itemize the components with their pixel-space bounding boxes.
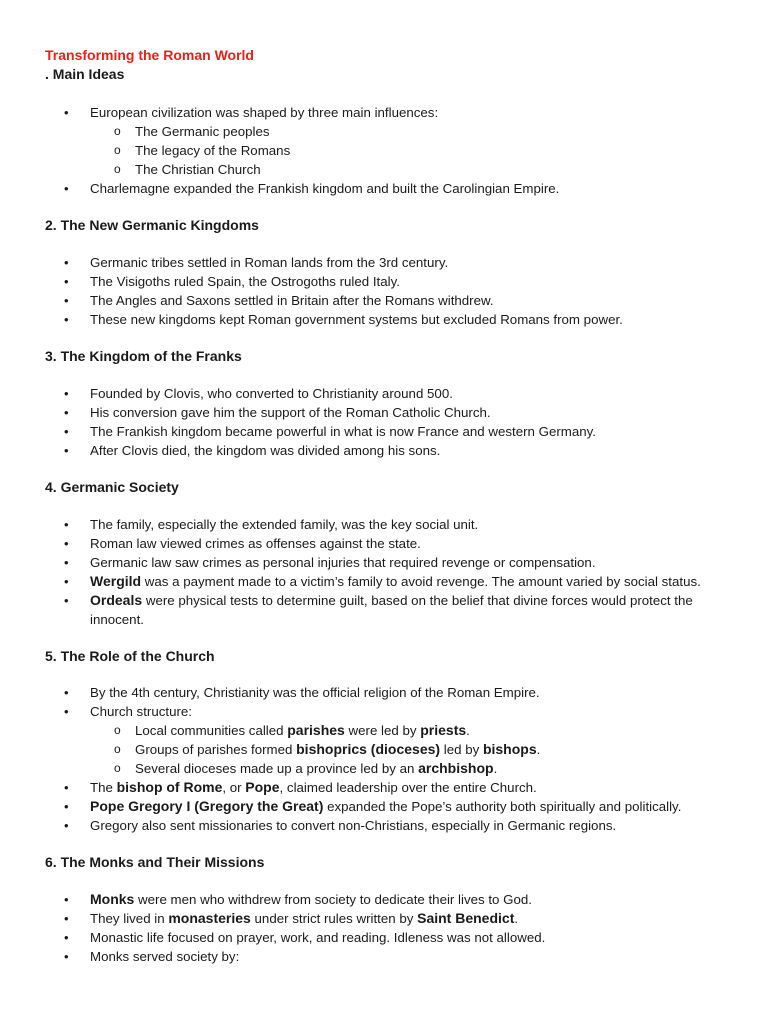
bullet-icon: • (64, 685, 69, 700)
bullet-icon: • (64, 818, 69, 833)
list-item: • The family, especially the extended family, was the key social unit. (64, 517, 479, 532)
list-item: • Charlemagne expanded the Frankish kingdom and built the Carolingian Empire. (64, 181, 560, 196)
term-wergild: Wergild (90, 573, 142, 589)
list-item: • Founded by Clovis, who converted to Christianity around 500. (64, 386, 453, 401)
list-item: • The Visigoths ruled Spain, the Ostrogoths ruled Italy. (64, 274, 400, 289)
section-heading-franks: 3. The Kingdom of the Franks (45, 348, 242, 364)
term-bishop-of-rome: bishop of Rome (116, 779, 223, 795)
bullet-icon: • (64, 293, 69, 308)
bullet-icon: • (64, 405, 69, 420)
list-item: • His conversion gave him the support of the Roman Catholic Church. (64, 405, 491, 420)
list-item: • Monks served society by: (64, 949, 240, 964)
bullet-icon: • (64, 274, 69, 289)
bullet-icon: • (64, 911, 69, 926)
monks-list (0, 890, 768, 966)
main-ideas-list (0, 103, 768, 198)
list-item: • Germanic law saw crimes as personal injuries that required revenge or compensation. (64, 555, 596, 570)
term-pope: Pope (245, 779, 280, 795)
sub-bullet-icon: o (114, 124, 121, 138)
list-item: • Gregory also sent missionaries to convert non-Christians, especially in Germanic regions. (64, 818, 617, 833)
section-heading-church: 5. The Role of the Church (45, 648, 215, 664)
bullet-icon: • (64, 536, 69, 551)
sub-list-item: o The Christian Church (114, 162, 261, 177)
bullet-icon: • (64, 930, 69, 945)
bullet-icon: • (64, 181, 69, 196)
list-item: • By the 4th century, Christianity was the official religion of the Roman Empire. (64, 685, 540, 700)
list-item: • Wergild was a payment made to a victim’s family to avoid revenge. The amount varied by social status. (64, 573, 701, 589)
sub-list-item: o Groups of parishes formed bishoprics (dioceses) led by bishops. (114, 741, 541, 757)
list-item: • Monastic life focused on prayer, work, and reading. Idleness was not allowed. (64, 930, 546, 945)
sub-list-item: o Several dioceses made up a province led by an archbishop. (114, 760, 498, 776)
sub-bullet-icon: o (114, 761, 121, 775)
bullet-icon: • (64, 799, 69, 814)
sub-list-item: o The legacy of the Romans (114, 143, 291, 158)
sub-bullet-icon: o (114, 143, 121, 157)
sub-list-item: o Local communities called parishes were led by priests. (114, 722, 470, 738)
bullet-icon: • (64, 892, 69, 907)
bullet-icon: • (64, 517, 69, 532)
bullet-icon: • (64, 704, 69, 719)
church-list (0, 683, 768, 835)
germanic-kingdoms-list (0, 253, 768, 329)
bullet-icon: • (64, 105, 69, 120)
sub-bullet-icon: o (114, 162, 121, 176)
term-bishoprics: bishoprics (dioceses) (296, 741, 441, 757)
section-heading-main-ideas: . Main Ideas (45, 66, 125, 82)
list-item: • Monks were men who withdrew from society to dedicate their lives to God. (64, 891, 532, 907)
list-item: • Germanic tribes settled in Roman lands from the 3rd century. (64, 255, 449, 270)
list-item: • These new kingdoms kept Roman government systems but excluded Romans from power. (64, 312, 623, 327)
sub-bullet-icon: o (114, 723, 121, 737)
sub-bullet-icon: o (114, 742, 121, 756)
bullet-icon: • (64, 555, 69, 570)
section-heading-germanic-kingdoms: 2. The New Germanic Kingdoms (45, 217, 259, 233)
term-saint-benedict: Saint Benedict (417, 910, 515, 926)
list-item: • They lived in monasteries under strict rules written by Saint Benedict. (64, 910, 519, 926)
bullet-icon: • (64, 593, 69, 608)
list-item: • The Angles and Saxons settled in Britain after the Romans withdrew. (64, 293, 494, 308)
term-archbishop: archbishop (418, 760, 494, 776)
term-bishops: bishops (482, 741, 537, 757)
bullet-icon: • (64, 574, 69, 589)
list-item: • The bishop of Rome, or Pope, claimed leadership over the entire Church. (64, 779, 537, 795)
franks-list (0, 384, 768, 460)
bullet-icon: • (64, 312, 69, 327)
list-item: • Church structure: (64, 704, 192, 719)
section-heading-germanic-society: 4. Germanic Society (45, 479, 179, 495)
term-monks: Monks (90, 891, 135, 907)
sub-list-item: o The Germanic peoples (114, 124, 270, 139)
term-priests: priests (420, 722, 467, 738)
list-item: • European civilization was shaped by three main influences: (64, 105, 439, 120)
list-item: • After Clovis died, the kingdom was divided among his sons. (64, 443, 441, 458)
list-item: • Roman law viewed crimes as offenses against the state. (64, 536, 421, 551)
bullet-icon: • (64, 255, 69, 270)
term-monasteries: monasteries (168, 910, 251, 926)
germanic-society-list (0, 515, 768, 629)
section-heading-monks: 6. The Monks and Their Missions (45, 854, 265, 870)
list-item: • The Frankish kingdom became powerful in what is now France and western Germany. (64, 424, 597, 439)
bullet-icon: • (64, 780, 69, 795)
document-title: Transforming the Roman World (45, 47, 254, 63)
term-pope-gregory: Pope Gregory I (Gregory the Great) (90, 798, 324, 814)
list-item: • Ordeals were physical tests to determine guilt, based on the belief that divine forces would protect the innocent. (64, 592, 693, 627)
bullet-icon: • (64, 949, 69, 964)
bullet-icon: • (64, 424, 69, 439)
term-ordeals: Ordeals (90, 592, 143, 608)
bullet-icon: • (64, 386, 69, 401)
term-parishes: parishes (287, 722, 345, 738)
list-item: • Pope Gregory I (Gregory the Great) expanded the Pope’s authority both spiritually and politically. (64, 798, 682, 814)
bullet-icon: • (64, 443, 69, 458)
